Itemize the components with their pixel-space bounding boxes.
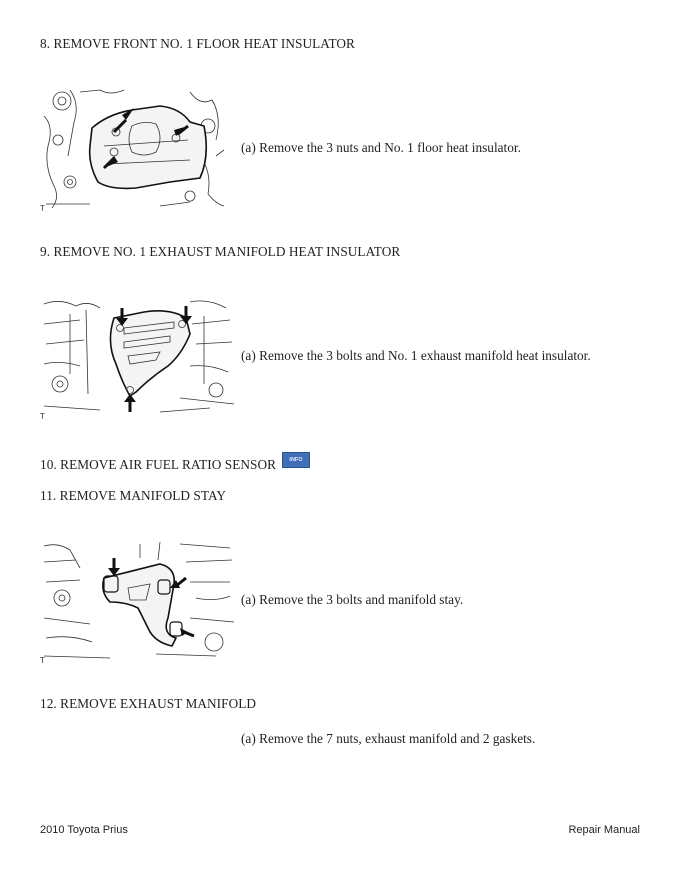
floor-heat-insulator-figure (40, 86, 226, 212)
section-10-heading[interactable]: 10. REMOVE AIR FUEL RATIO SENSOR (40, 457, 277, 472)
section-9-step: (a) Remove the 3 bolts and No. 1 exhaust manifold heat insulator. (241, 348, 591, 363)
exhaust-manifold-heat-insulator-figure (40, 294, 236, 418)
section-11-step: (a) Remove the 3 bolts and manifold stay. (241, 592, 464, 607)
figure-mark: T (40, 656, 45, 665)
section-12-heading: 12. REMOVE EXHAUST MANIFOLD (40, 696, 257, 711)
footer-right: Repair Manual (568, 824, 640, 836)
figure-mark: T (40, 204, 45, 213)
manifold-stay-figure (40, 538, 236, 664)
section-12-step: (a) Remove the 7 nuts, exhaust manifold and 2 gaskets. (241, 731, 536, 746)
section-8-heading: 8. REMOVE FRONT NO. 1 FLOOR HEAT INSULATOR (40, 36, 355, 51)
section-11-heading: 11. REMOVE MANIFOLD STAY (40, 488, 227, 503)
info-button[interactable]: INFO (282, 452, 310, 468)
section-8-step: (a) Remove the 3 nuts and No. 1 floor heat insulator. (241, 140, 521, 155)
figure-mark: T (40, 412, 45, 421)
footer-left: 2010 Toyota Prius (40, 824, 128, 836)
section-9-heading: 9. REMOVE NO. 1 EXHAUST MANIFOLD HEAT INSULATOR (40, 244, 401, 259)
